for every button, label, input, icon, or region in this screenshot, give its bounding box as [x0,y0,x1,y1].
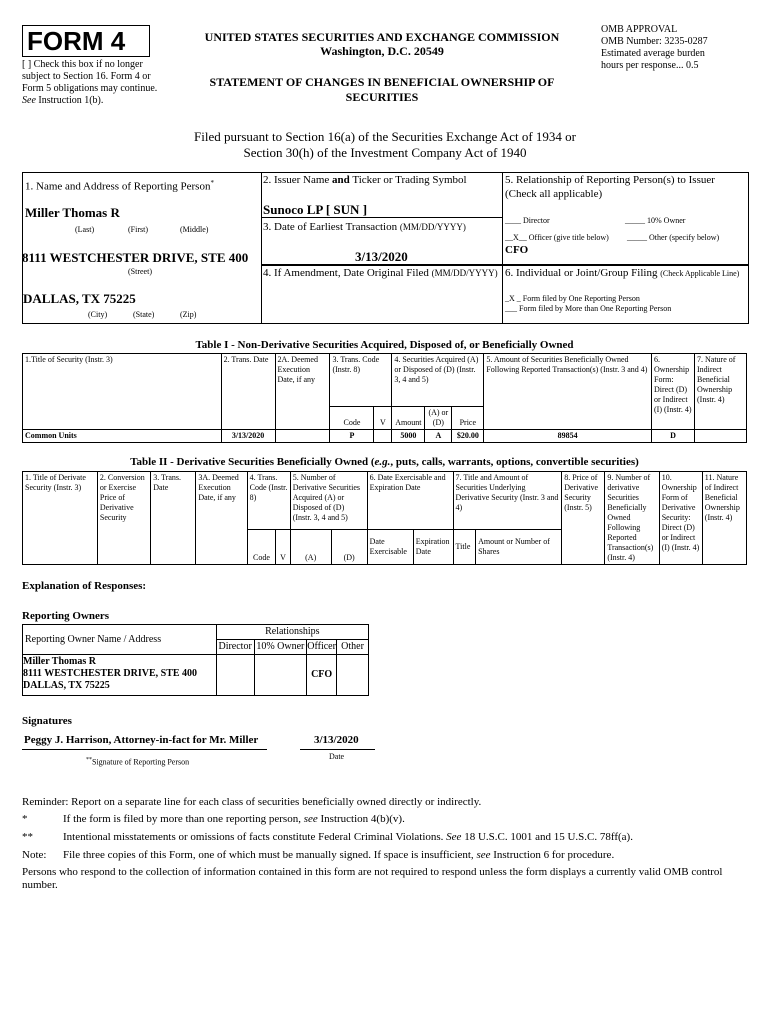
zip-caption: (Zip) [180,310,197,319]
owners-col-director: Director [216,640,254,655]
t2-h5: 5. Number of Derivative Securities Acquired (A) or Disposed of (D) (Instr. 3, 4 and 5) [290,472,367,530]
t1-sub-price: Price [452,407,484,430]
t2-sub-amount: Amount or Number of Shares [476,530,562,565]
box6-label: 6. Individual or Joint/Group Filing (Check Applicable Line) [505,267,740,279]
box5-label2: (Check all applicable) [505,188,603,200]
row-price: $20.00 [452,430,484,443]
table2-title: Table II - Derivative Securities Beneficially Owned (e.g., puts, calls, warrants, options, convertible securities) [130,456,639,468]
t2-h9: 9. Number of derivative Securities Beneficially Owned Following Reported Transaction(s) (Instr. 4) [605,472,659,565]
filing-option-more: ___ Form filed by More than One Reporting Person [505,304,672,313]
t1-sub-code: Code [330,407,374,430]
t1-h7: 7. Nature of Indirect Beneficial Ownership (Instr. 4) [694,354,746,430]
t1-h2a: 2A. Deemed Execution Date, if any [275,354,330,430]
row-owned: 89854 [484,430,652,443]
t1-h6: 6. Ownership Form: Direct (D) or Indirect (I) (Instr. 4) [652,354,695,430]
t2-h10: 10. Ownership Form of Derivative Security: Direct (D) or Indirect (I) (Instr. 4) [659,472,702,565]
t2-h3: 3. Trans. Date [151,472,196,565]
city-caption: (City) [88,310,108,319]
owners-col-name: Reporting Owner Name / Address [23,625,217,655]
check-box-text: [ ] Check this box if no longer subject to Section 16. Form 4 or Form 5 obligations may continue. [22,59,158,94]
box4-label: 4. If Amendment, Date Original Filed (MM/DD/YYYY) [263,267,498,279]
reporting-person-name: Miller Thomas R [25,205,120,220]
last-caption: (Last) [75,225,95,234]
row-nature [694,430,746,443]
box2-label: 2. Issuer Name and Ticker or Trading Symbol [263,174,467,186]
owners-col-other: Other [337,640,369,655]
street-address: 8111 WESTCHESTER DRIVE, STE 400 [22,250,249,265]
owners-col-ten: 10% Owner [254,640,307,655]
row-date: 3/13/2020 [221,430,275,443]
t2-h4: 4. Trans. Code (Instr. 8) [247,472,290,530]
t1-h4: 4. Securities Acquired (A) or Disposed of (D) (Instr. 3, 4 and 5) [392,354,484,407]
middle-caption: (Middle) [180,225,209,234]
owner-ten [254,655,307,696]
row-v [374,430,392,443]
row-code: P [330,430,374,443]
t2-sub-exp: Expiration Date [413,530,453,565]
note3-mark: Note: [22,849,47,861]
filed-line1: Filed pursuant to Section 16(a) of the Securities Exchange Act of 1934 or [194,129,576,144]
signature-date: 3/13/2020 [314,734,359,746]
officer-option: __X__ Officer (give title below) [505,233,609,242]
t2-sub-title: Title [453,530,476,565]
box5-label1: 5. Relationship of Reporting Person(s) to Issuer [505,174,715,186]
check-box-see: See [22,95,36,106]
row-amount: 5000 [392,430,425,443]
owner-name-address: Miller Thomas R 8111 WESTCHESTER DRIVE, STE 400 DALLAS, TX 75225 [23,655,217,696]
t2-sub-a: (A) [290,530,331,565]
t1-h1: 1.Title of Security (Instr. 3) [23,354,222,430]
explanation-label: Explanation of Responses: [22,580,147,592]
table1-non-derivative [22,353,747,443]
owner-officer: CFO [307,655,337,696]
row-title: Common Units [23,430,222,443]
note2-mark: ** [22,831,33,843]
t2-h2: 2. Conversion or Exercise Price of Derivative Security [97,472,150,565]
t1-h3: 3. Trans. Code (Instr. 8) [330,354,392,407]
t1-sub-v: V [374,407,392,430]
reporting-owners-label: Reporting Owners [22,610,110,622]
first-caption: (First) [128,225,148,234]
t1-h2: 2. Trans. Date [221,354,275,430]
reminder: Reminder: Report on a separate line for each class of securities beneficially owned directly or indirectly. [22,796,482,808]
owners-col-officer: Officer [307,640,337,655]
table-row [23,430,747,443]
signature-caption: **Signature of Reporting Person [86,757,190,767]
form-title: FORM 4 [22,25,150,57]
t2-h3a: 3A. Deemed Execution Date, if any [196,472,247,565]
t2-sub-date-ex: Date Exercisable [367,530,413,565]
t2-h6: 6. Date Exercisable and Expiration Date [367,472,453,530]
t2-h8: 8. Price of Derivative Security (Instr. 5) [562,472,605,565]
filing-option-one: _X _ Form filed by One Reporting Person [505,294,640,303]
statement-line2: SECURITIES [345,90,419,104]
city-state-zip: DALLAS, TX 75225 [23,291,136,306]
table2-derivative [22,471,747,565]
note1-mark: * [22,813,28,825]
t1-sub-aord: (A) or (D) [425,407,452,430]
agency-line2: Washington, D.C. 20549 [320,44,444,58]
officer-title: CFO [505,244,529,256]
ten-percent-option: _____ 10% Owner [625,216,686,225]
statement-line1: STATEMENT OF CHANGES IN BENEFICIAL OWNERSHIP OF [209,75,555,89]
check-box-instr: Instruction 1(b). [38,95,104,106]
state-caption: (State) [133,310,155,319]
director-option: ____ Director [505,216,550,225]
table-row [23,655,369,696]
persons-notice: Persons who respond to the collection of information contained in this form are not required to respond unless the form displays a currently valid OMB control number. [22,866,723,891]
omb-approval [601,24,761,72]
earliest-transaction-date: 3/13/2020 [355,249,408,264]
issuer-name: Sunoco LP [ SUN ] [263,202,368,217]
row-deemed [275,430,330,443]
note2-text: Intentional misstatements or omissions of facts constitute Federal Criminal Violations. See 18 U.S.C. 1001 and 15 U.S.C. 78ff(a). [63,831,633,843]
omb-number: OMB Number: 3235-0287 [601,36,708,47]
t1-sub-amount: Amount [392,407,425,430]
owners-relationships: Relationships [216,625,368,640]
note1-text: If the form is filed by more than one reporting person, see Instruction 4(b)(v). [63,813,405,825]
t2-sub-d: (D) [331,530,367,565]
row-form: D [652,430,695,443]
t2-sub-code: Code [247,530,276,565]
box3-label: 3. Date of Earliest Transaction (MM/DD/YYYY) [263,221,466,233]
signatures-label: Signatures [22,715,72,727]
owner-director [216,655,254,696]
t2-h11: 11. Nature of Indirect Beneficial Ownership (Instr. 4) [702,472,746,565]
filed-line2: Section 30(h) of the Investment Company Act of 1940 [243,145,527,160]
omb-title: OMB APPROVAL [601,24,678,35]
owner-other [337,655,369,696]
t1-h5: 5. Amount of Securities Beneficially Owned Following Reported Transaction(s) (Instr. 3 and 4) [484,354,652,430]
check-box-note [22,59,170,107]
table1-title: Table I - Non-Derivative Securities Acquired, Disposed of, or Beneficially Owned [195,339,574,351]
agency-line1: UNITED STATES SECURITIES AND EXCHANGE COMMISSION [204,30,560,44]
box1-label: 1. Name and Address of Reporting Person* [25,179,214,193]
t2-sub-v: V [276,530,290,565]
signer-name: Peggy J. Harrison, Attorney-in-fact for Mr. Miller [24,734,259,746]
other-option: _____ Other (specify below) [627,233,720,242]
t2-h1: 1. Title of Derivate Security (Instr. 3) [23,472,98,565]
omb-burden2: hours per response... 0.5 [601,60,699,71]
note3-text: File three copies of this Form, one of which must be manually signed. If space is insufficient, see Instruction 6 for procedure. [63,849,615,861]
date-caption: Date [329,752,345,761]
reporting-owners-table [22,624,369,696]
row-aord: A [425,430,452,443]
street-caption: (Street) [128,267,152,276]
omb-burden1: Estimated average burden [601,48,705,59]
t2-h7: 7. Title and Amount of Securities Underlying Derivative Security (Instr. 3 and 4) [453,472,562,530]
